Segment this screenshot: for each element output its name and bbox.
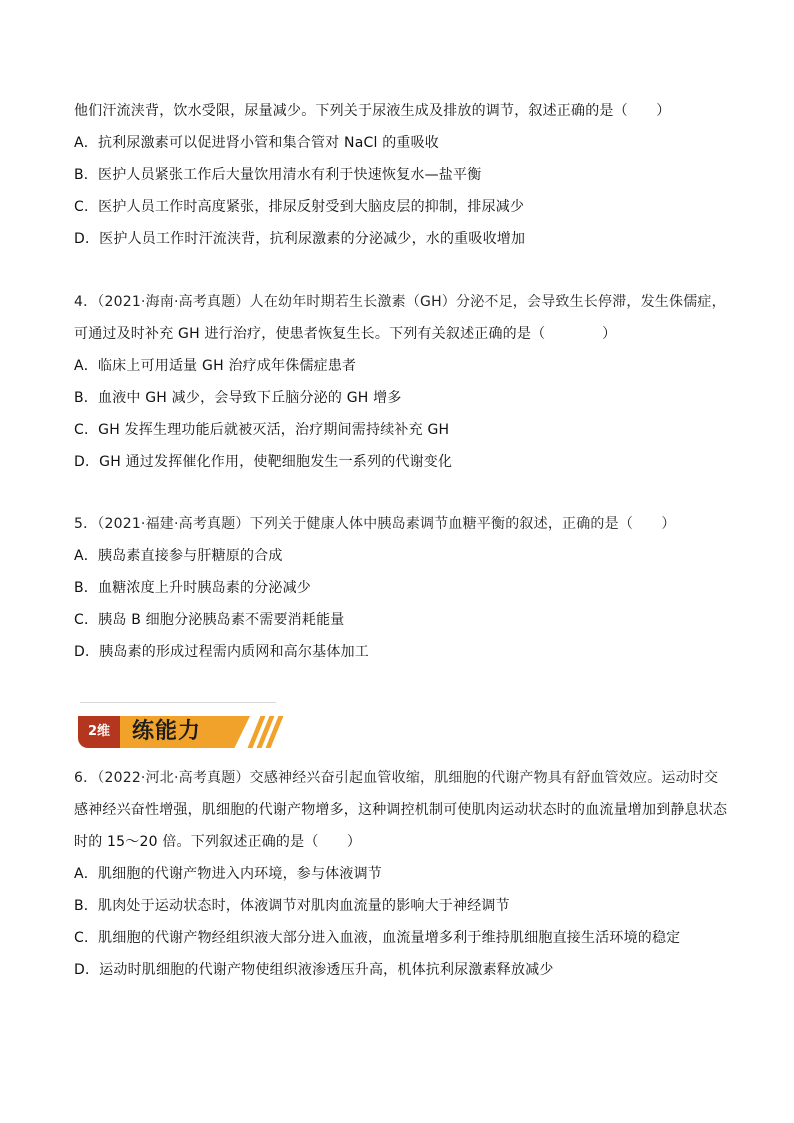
question-6-option-c: C．肌细胞的代谢产物经组织液大部分进入血液，血流量增多利于维持肌细胞直接生活环境的稳定	[74, 930, 681, 946]
section-title: 练能力	[132, 719, 202, 744]
question-5-option-c: C．胰岛 B 细胞分泌胰岛素不需要消耗能量	[74, 612, 345, 628]
section-banner	[74, 702, 274, 748]
question-6-option-d: D．运动时肌细胞的代谢产物使组织液渗透压升高，机体抗利尿激素释放减少	[74, 962, 554, 978]
question-4-stem-continuation: 可通过及时补充 GH 进行治疗，使患者恢复生长。下列有关叙述正确的是（ ）	[74, 326, 617, 342]
question-6-option-a: A．肌细胞的代谢产物进入内环境，参与体液调节	[74, 866, 382, 882]
question-4-stem: 4．（2021·海南·高考真题）人在幼年时期若生长激素（GH）分泌不足，会导致生长停滞，发生侏儒症，	[74, 294, 726, 310]
question-5-option-a: A．胰岛素直接参与肝糖原的合成	[74, 548, 283, 564]
banner-divider	[80, 702, 276, 703]
question-4-option-b: B．血液中 GH 减少，会导致下丘脑分泌的 GH 增多	[74, 390, 402, 406]
question-3-stem-continuation: 他们汗流浃背，饮水受限，尿量减少。下列关于尿液生成及排放的调节，叙述正确的是（ ）	[74, 103, 671, 119]
question-4-option-a: A．临床上可用适量 GH 治疗成年侏儒症患者	[74, 358, 357, 374]
question-4-option-d: D．GH 通过发挥催化作用，使靶细胞发生一系列的代谢变化	[74, 454, 453, 470]
question-3-option-d: D．医护人员工作时汗流浃背，抗利尿激素的分泌减少，水的重吸收增加	[74, 231, 526, 247]
question-6-stem-continuation: 感神经兴奋性增强，肌细胞的代谢产物增多，这种调控机制可使肌肉运动状态时的血流量增加到静息状态	[74, 802, 728, 818]
question-6-option-b: B．肌肉处于运动状态时，体液调节对肌肉血流量的影响大于神经调节	[74, 898, 510, 914]
question-3-option-b: B．医护人员紧张工作后大量饮用清水有利于快速恢复水—盐平衡	[74, 167, 482, 183]
question-3-option-c: C．医护人员工作时高度紧张，排尿反射受到大脑皮层的抑制，排尿减少	[74, 199, 525, 215]
question-5-option-d: D．胰岛素的形成过程需内质网和高尔基体加工	[74, 644, 369, 660]
question-3-option-a: A．抗利尿激素可以促进肾小管和集合管对 NaCl 的重吸收	[74, 135, 439, 151]
question-5-stem: 5．（2021·福建·高考真题）下列关于健康人体中胰岛素调节血糖平衡的叙述，正确的是（ ）	[74, 516, 676, 532]
question-6-stem: 6．（2022·河北·高考真题）交感神经兴奋引起血管收缩，肌细胞的代谢产物具有舒血管效应。运动时交	[74, 770, 719, 786]
question-4-option-c: C．GH 发挥生理功能后就被灭活，治疗期间需持续补充 GH	[74, 422, 450, 438]
question-5-option-b: B．血糖浓度上升时胰岛素的分泌减少	[74, 580, 312, 596]
question-6-stem-continuation: 时的 15～20 倍。下列叙述正确的是（ ）	[74, 834, 362, 850]
section-badge: 2维	[78, 716, 120, 748]
